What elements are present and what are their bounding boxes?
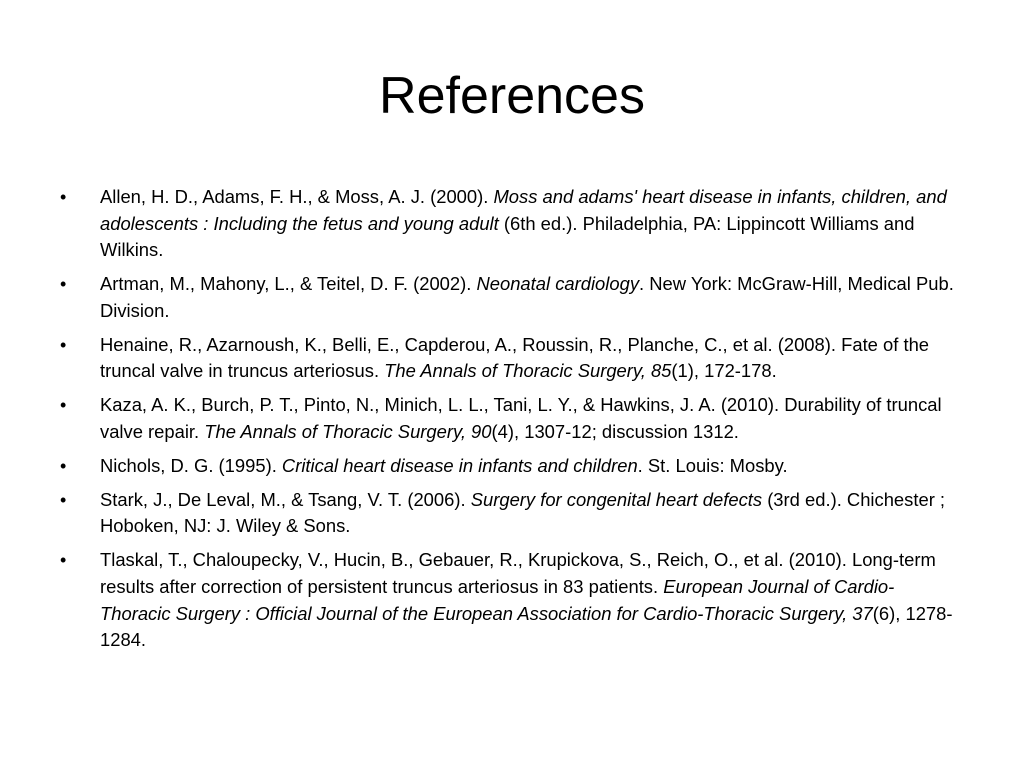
reference-title: Surgery for congenital heart defects <box>470 488 763 510</box>
reference-item <box>58 332 960 385</box>
reference-title: Neonatal cardiology <box>476 273 640 295</box>
reference-item <box>58 547 960 653</box>
bullet-icon: • <box>60 455 67 476</box>
bullet-icon: • <box>60 187 67 207</box>
bullet-icon: • <box>60 489 67 510</box>
reference-text <box>100 549 953 650</box>
reference-text <box>100 394 942 442</box>
reference-item <box>58 487 960 540</box>
reference-title: Moss and adams' heart disease in infants, children, and adolescents : Including the fetus and young adult <box>100 186 947 234</box>
reference-list <box>58 184 960 661</box>
reference-title: The Annals of Thoracic Surgery, 90 <box>204 420 492 442</box>
reference-details: (6), 1278-1284. <box>100 602 953 651</box>
reference-text <box>100 186 947 260</box>
reference-title: The Annals of Thoracic Surgery, 85 <box>384 360 672 382</box>
reference-details: (6th ed.). Philadelphia, PA: Lippincott Williams and Wilkins. <box>100 212 915 261</box>
reference-text <box>100 334 929 382</box>
reference-details: . New York: McGraw-Hill, Medical Pub. Division. <box>100 273 954 321</box>
reference-text <box>100 273 954 321</box>
bullet-icon: • <box>60 334 67 355</box>
reference-title: European Journal of Cardio-Thoracic Surgery : Official Journal of the European Association for Cardio-Thoracic Surgery, 37 <box>100 576 895 624</box>
reference-item <box>58 271 960 324</box>
reference-details: (4), 1307-12; discussion 1312. <box>491 420 739 442</box>
reference-item <box>58 392 960 445</box>
slide-title: References <box>379 67 645 125</box>
reference-authors: Henaine, R., Azarnoush, K., Belli, E., Capderou, A., Roussin, R., Planche, C., et al. (2008). Fate of the truncal valve in truncus arteriosus. <box>100 333 930 382</box>
reference-authors: Artman, M., Mahony, L., & Teitel, D. F. (2002). <box>100 273 477 295</box>
reference-text <box>100 489 945 537</box>
reference-authors: Stark, J., De Leval, M., & Tsang, V. T. (2006). <box>100 488 471 510</box>
reference-details: (1), 172-178. <box>671 360 777 382</box>
reference-authors: Allen, H. D., Adams, F. H., & Moss, A. J. (2000). <box>100 186 494 207</box>
reference-details: . St. Louis: Mosby. <box>637 454 788 476</box>
reference-item <box>58 453 960 480</box>
reference-authors: Tlaskal, T., Chaloupecky, V., Hucin, B., Gebauer, R., Krupickova, S., Reich, O., et al. (2010). Long-term results after correction of persistent truncus arteriosus in 83 patients. <box>100 549 936 598</box>
reference-details: (3rd ed.). Chichester ; Hoboken, NJ: J. Wiley & Sons. <box>100 488 946 537</box>
reference-authors: Nichols, D. G. (1995). <box>100 454 282 476</box>
bullet-icon: • <box>60 550 67 571</box>
reference-authors: Kaza, A. K., Burch, P. T., Pinto, N., Minich, L. L., Tani, L. Y., & Hawkins, J. A. (2010). Durability of truncal valve repair. <box>100 394 942 442</box>
reference-text <box>100 455 788 476</box>
reference-title: Critical heart disease in infants and children <box>281 454 638 476</box>
bullet-icon: • <box>60 274 67 295</box>
bullet-icon: • <box>60 395 67 416</box>
reference-item <box>58 184 960 264</box>
